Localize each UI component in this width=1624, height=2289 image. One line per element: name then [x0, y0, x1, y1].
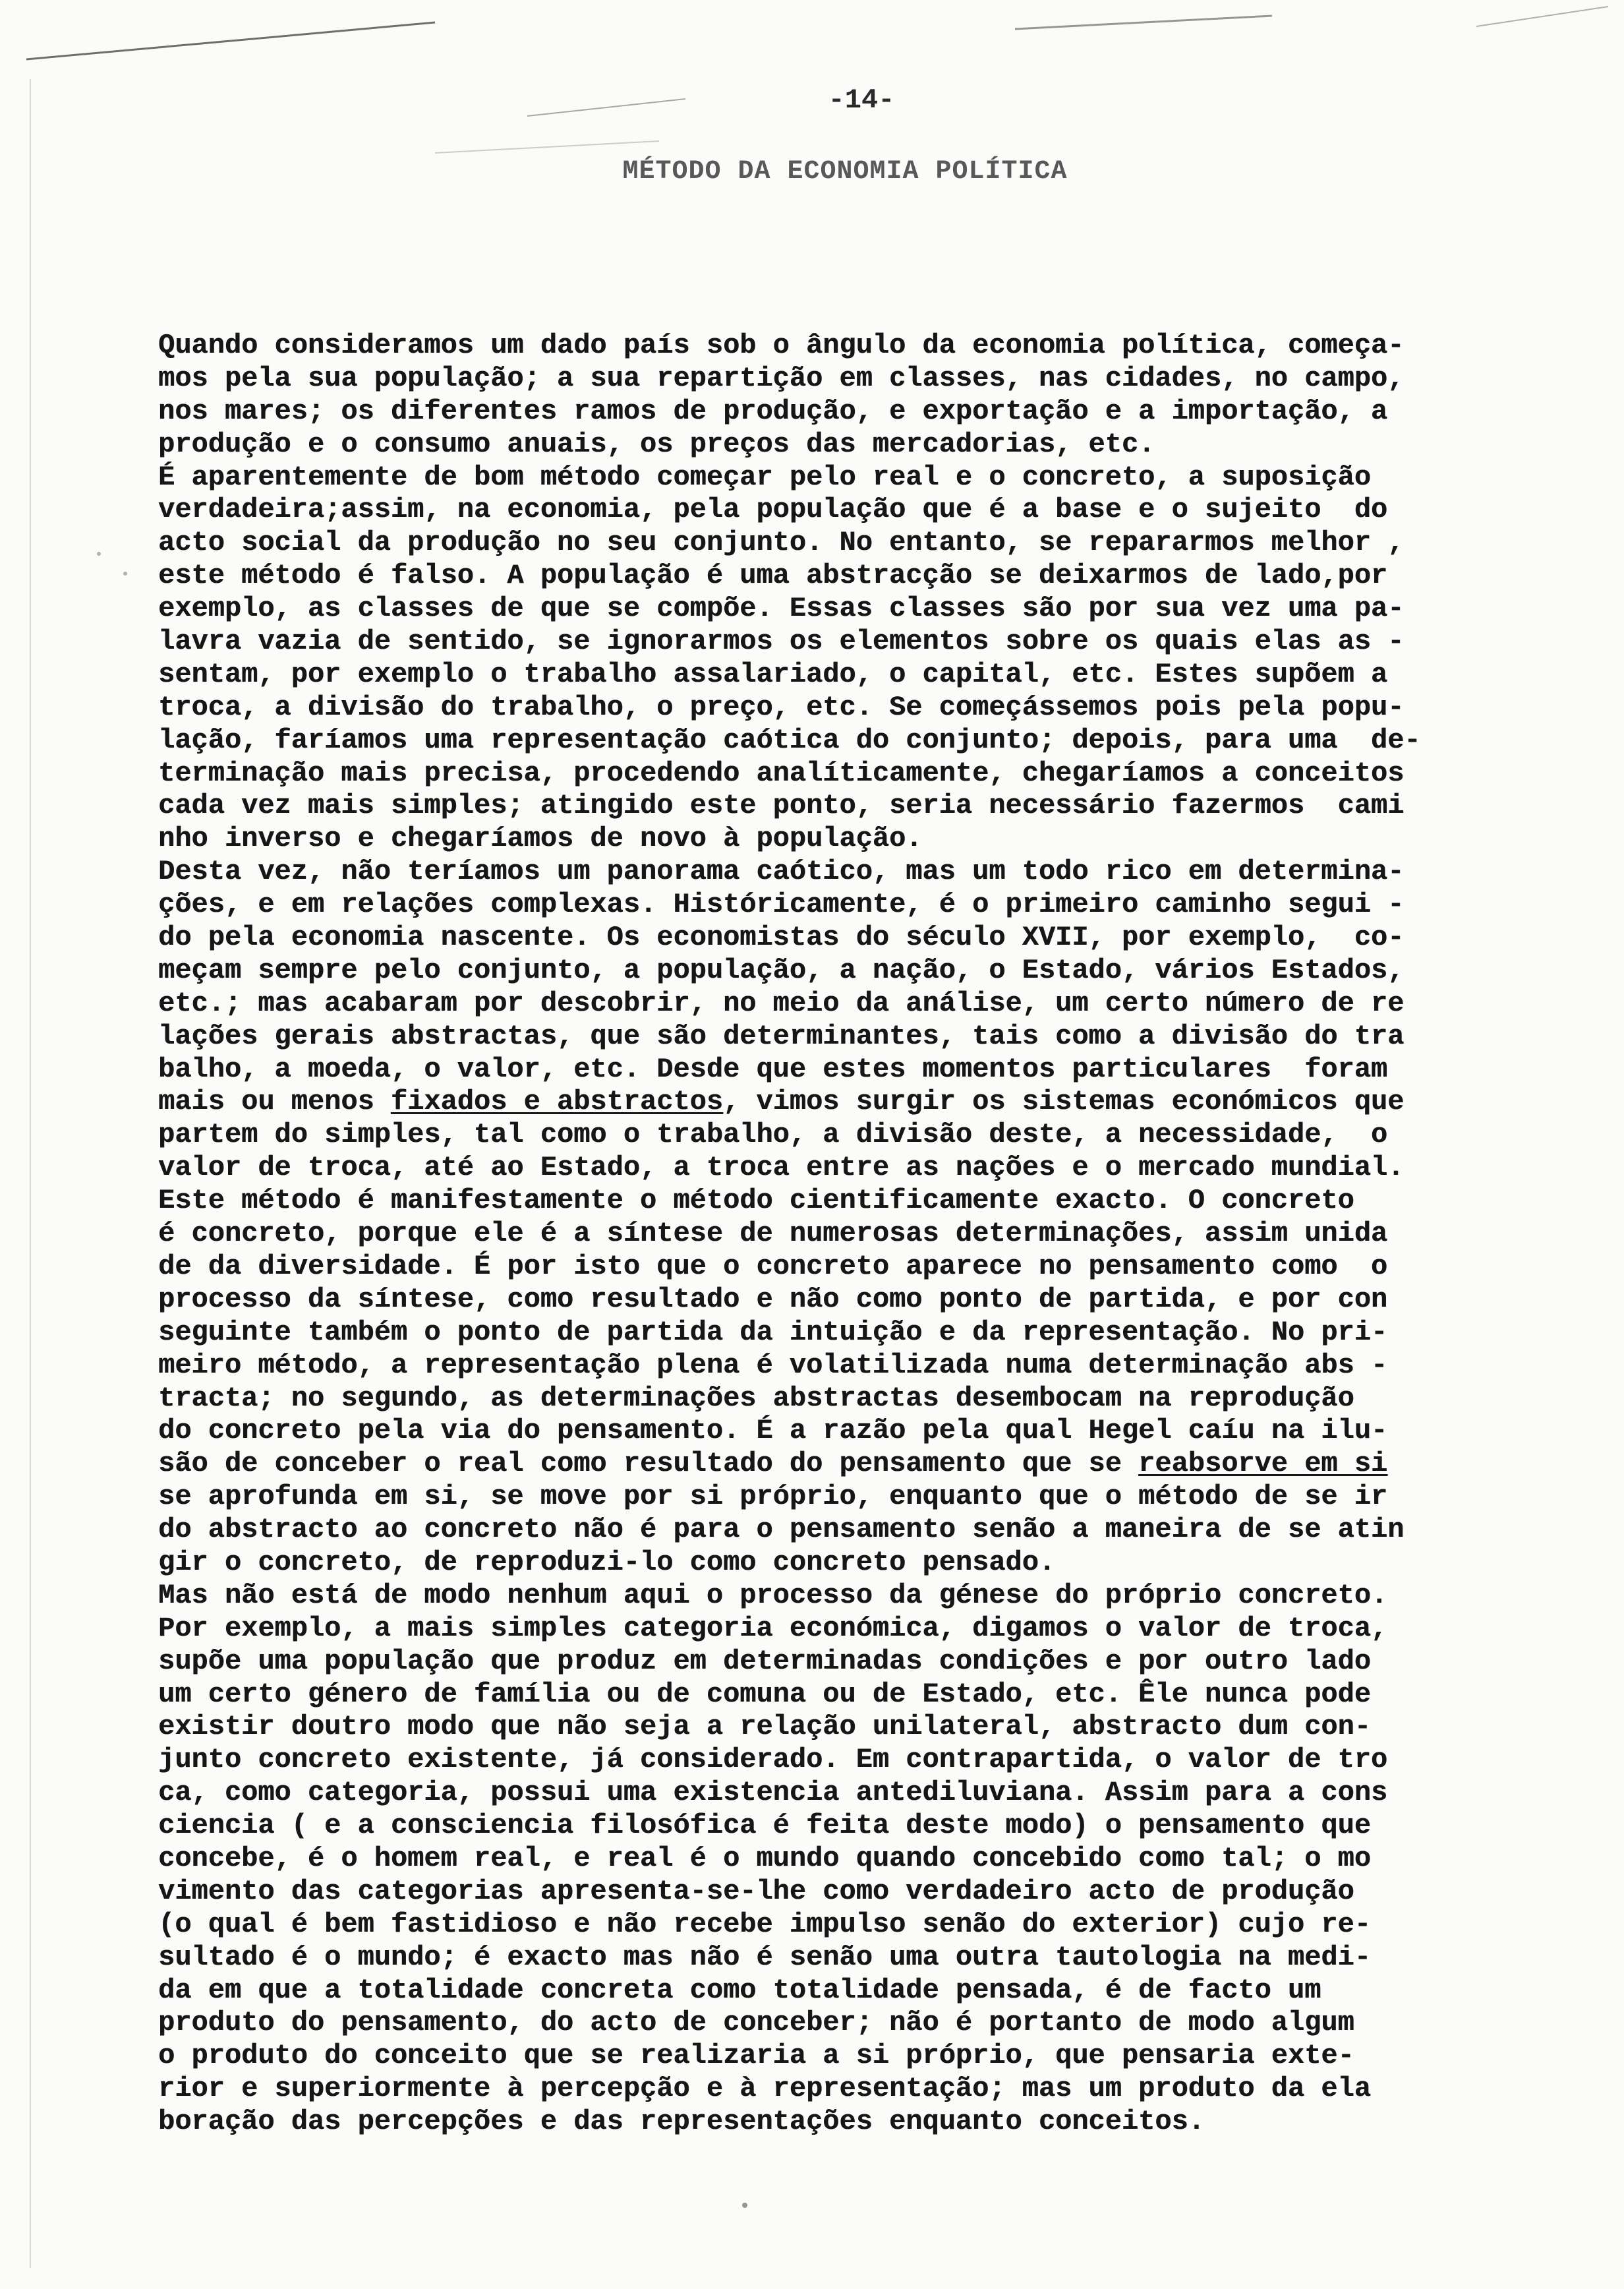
text-line: É aparentemente de bom método começar pelo real e o concreto, a suposição [158, 461, 1371, 493]
text-line: supõe uma população que produz em determinadas condições e por outro lado [158, 1645, 1371, 1677]
scan-speck [123, 572, 127, 576]
text-line: da em que a totalidade concreta como totalidade pensada, é de facto um [158, 1974, 1321, 2006]
text-line: Mas não está de modo nenhum aqui o processo da génese do próprio concreto. [158, 1579, 1388, 1611]
underlined-phrase: fixados e abstractos [390, 1086, 723, 1118]
text-line: existir doutro modo que não seja a relação unilateral, abstracto dum con- [158, 1711, 1371, 1743]
text-line: partem do simples, tal como o trabalho, a divisão deste, a necessidade, o [158, 1119, 1388, 1151]
text-line: boração das percepções e das representações enquanto conceitos. [158, 2106, 1205, 2138]
text-line: terminação mais precisa, procedendo analíticamente, chegaríamos a conceitos [158, 757, 1405, 789]
text-line [158, 1448, 1542, 1481]
text-line: lações gerais abstractas, que são determinantes, tais como a divisão do tra [158, 1020, 1405, 1052]
text-line: concebe, é o homem real, e real é o mundo quando concebido como tal; o mo [158, 1842, 1371, 1874]
text-line: Este método é manifestamente o método cientificamente exacto. O concreto [158, 1185, 1354, 1217]
text-line: gir o concreto, de reproduzi-lo como concreto pensado. [158, 1546, 1056, 1578]
scan-streak [1476, 7, 1608, 26]
text-line: meiro método, a representação plena é volatilizada numa determinação abs - [158, 1349, 1388, 1381]
body-text [158, 330, 1542, 2139]
text-line: Por exemplo, a mais simples categoria económica, digamos o valor de troca, [158, 1612, 1388, 1644]
text-line: seguinte também o ponto de partida da intuição e da representação. No pri- [158, 1316, 1388, 1348]
text-line: do pela economia nascente. Os economistas do século XVII, por exemplo, co- [158, 922, 1405, 954]
text-line: lavra vazia de sentido, se ignorarmos os elementos sobre os quais elas as - [158, 626, 1405, 658]
text-line: do abstracto ao concreto não é para o pensamento senão a maneira de se atin [158, 1514, 1405, 1546]
text-line: acto social da produção no seu conjunto. No entanto, se repararmos melhor , [158, 527, 1405, 559]
text-line: valor de troca, até ao Estado, a troca entre as nações e o mercado mundial. [158, 1152, 1405, 1184]
text-line: lação, faríamos uma representação caótica do conjunto; depois, para uma de- [158, 724, 1421, 756]
text-line: verdadeira;assim, na economia, pela população que é a base e o sujeito do [158, 494, 1388, 526]
text-line: o produto do conceito que se realizaria a si próprio, que pensaria exte- [158, 2040, 1354, 2072]
text-line: Quando consideramos um dado país sob o ângulo da economia política, começa- [158, 330, 1405, 361]
text-line: ciencia ( e a consciencia filosófica é feita deste modo) o pensamento que [158, 1810, 1371, 1842]
text-line: vimento das categorias apresenta-se-lhe como verdadeiro acto de produção [158, 1875, 1354, 1907]
text-line [158, 1086, 1542, 1119]
text-line: ções, e em relações complexas. Históricamente, é o primeiro caminho segui - [158, 889, 1405, 921]
text-line: mos pela sua população; a sua repartição em classes, nas cidades, no campo, [158, 362, 1405, 394]
text-line: exemplo, as classes de que se compõe. Essas classes são por sua vez uma pa- [158, 593, 1405, 625]
text-run: mais ou menos [158, 1086, 391, 1118]
text-line: é concreto, porque ele é a síntese de numerosas determinações, assim unida [158, 1218, 1388, 1250]
text-line: (o qual é bem fastidioso e não recebe impulso senão do exterior) cujo re- [158, 1908, 1371, 1940]
section-title: MÉTODO DA ECONOMIA POLÍTICA [622, 157, 1068, 187]
text-line: este método é falso. A população é uma abstracção se deixarmos de lado,por [158, 560, 1388, 592]
page-number: -14- [828, 84, 895, 116]
text-line: produção e o consumo anuais, os preços das mercadorias, etc. [158, 428, 1155, 460]
scan-speck [97, 552, 101, 556]
scan-streak [26, 22, 435, 59]
text-line: etc.; mas acabaram por descobrir, no meio da análise, um certo número de re [158, 987, 1405, 1019]
underlined-phrase: reabsorve em si [1138, 1448, 1388, 1480]
text-line: Desta vez, não teríamos um panorama caótico, mas um todo rico em determina- [158, 856, 1405, 888]
text-line: um certo género de família ou de comuna ou de Estado, etc. Êle nunca pode [158, 1678, 1371, 1710]
text-line: cada vez mais simples; atingido este ponto, seria necessário fazermos cami [158, 790, 1405, 822]
text-line: do concreto pela via do pensamento. É a razão pela qual Hegel caíu na ilu- [158, 1415, 1388, 1447]
text-line: balho, a moeda, o valor, etc. Desde que estes momentos particulares foram [158, 1053, 1388, 1085]
text-run: são de conceber o real como resultado do pensamento que se [158, 1448, 1139, 1480]
text-line: sentam, por exemplo o trabalho assalariado, o capital, etc. Estes supõem a [158, 658, 1388, 690]
text-line: de da diversidade. É por isto que o concreto aparece no pensamento como o [158, 1250, 1388, 1282]
text-line: nos mares; os diferentes ramos de produção, e exportação e a importação, a [158, 395, 1388, 427]
text-line: processo da síntese, como resultado e não como ponto de partida, e por con [158, 1283, 1388, 1315]
scan-streak [435, 141, 659, 153]
text-line: meçam sempre pelo conjunto, a população, a nação, o Estado, vários Estados, [158, 954, 1405, 986]
text-run: , vimos surgir os sistemas económicos que [722, 1086, 1405, 1118]
text-line: junto concreto existente, já considerado. Em contrapartida, o valor de tro [158, 1744, 1388, 1776]
text-line: troca, a divisão do trabalho, o preço, etc. Se começássemos pois pela popu- [158, 691, 1405, 723]
scan-speck [742, 2203, 747, 2208]
scan-streak [1015, 16, 1272, 29]
text-line: produto do pensamento, do acto de conceber; não é portanto de modo algum [158, 2007, 1354, 2039]
text-line: se aprofunda em si, se move por si próprio, enquanto que o método de se ir [158, 1481, 1388, 1513]
text-line: sultado é o mundo; é exacto mas não é senão uma outra tautologia na medi- [158, 1941, 1371, 1973]
text-line: rior e superiormente à percepção e à representação; mas um produto da ela [158, 2073, 1371, 2105]
text-line: tracta; no segundo, as determinações abstractas desembocam na reprodução [158, 1382, 1354, 1414]
text-line: nho inverso e chegaríamos de novo à população. [158, 823, 923, 855]
text-line: ca, como categoria, possui uma existencia antediluviana. Assim para a cons [158, 1777, 1388, 1809]
